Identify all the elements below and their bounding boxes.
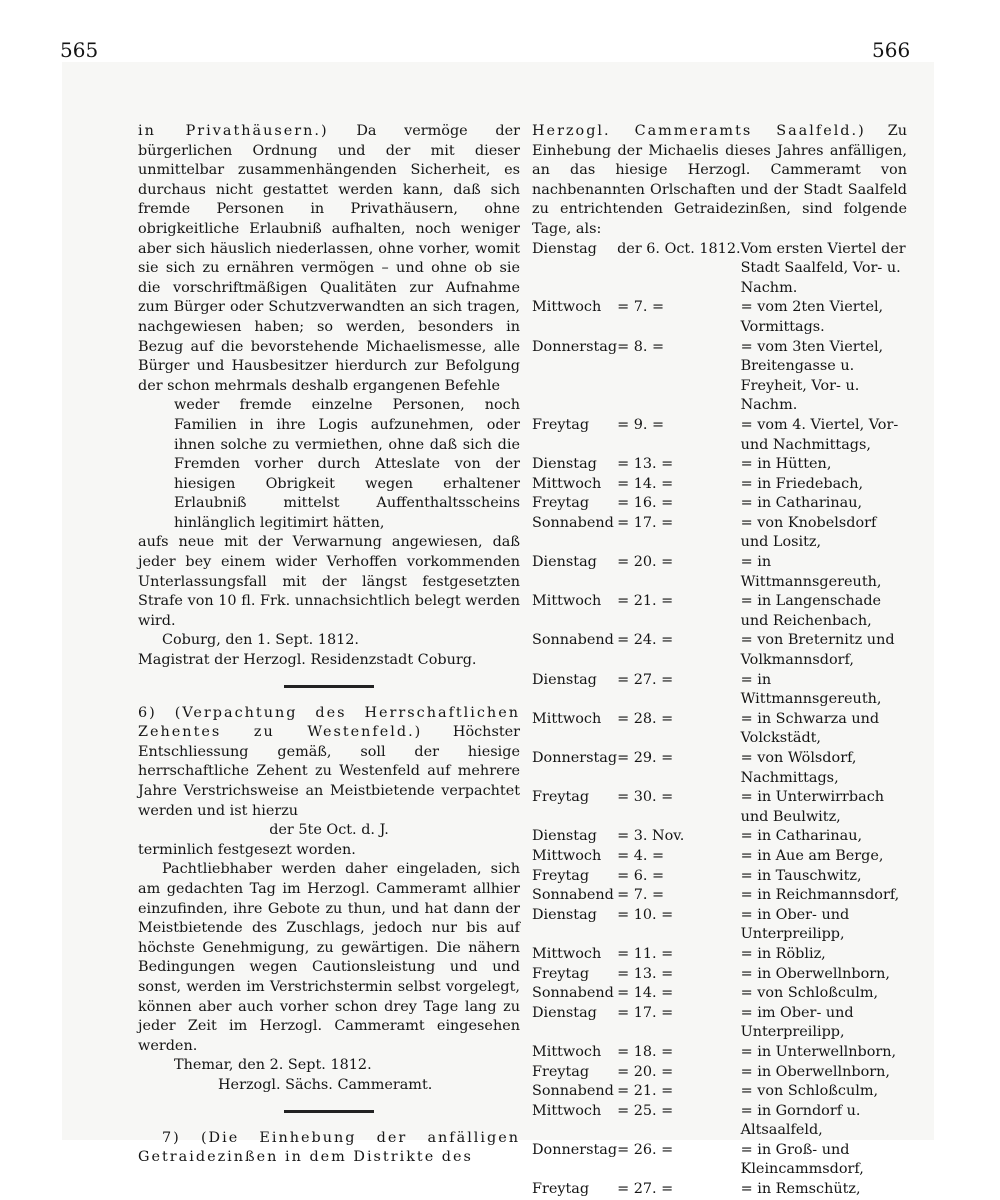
schedule-day: Mittwoch xyxy=(532,945,602,962)
schedule-row xyxy=(532,455,907,475)
schedule-date: der 6. Oct. 1812. xyxy=(617,240,741,257)
schedule-place: = in Unterwellnborn, xyxy=(740,1043,897,1060)
schedule-row xyxy=(532,240,907,299)
section-7-intro-lead: Herzogl. Cammeramts Saalfeld.) xyxy=(532,123,866,139)
schedule-row xyxy=(532,984,907,1004)
schedule-place: = in Schwarza und Volckstädt, xyxy=(740,710,880,747)
schedule-date: = 26. = xyxy=(617,1141,674,1158)
schedule-date: = 27. = xyxy=(617,671,674,688)
section-6-text2: terminlich festgesezt worden. xyxy=(138,841,356,858)
schedule-place: = vom 2ten Viertel, Vormittags. xyxy=(740,299,884,335)
schedule-date: = 7. = xyxy=(617,299,665,316)
schedule-place: = in Catharinau, xyxy=(740,828,863,845)
schedule-day: Freytag xyxy=(532,1181,590,1198)
schedule-date: = 16. = xyxy=(617,495,674,512)
schedule-row xyxy=(532,1004,907,1043)
schedule-day: Donnerstag xyxy=(532,1141,618,1158)
schedule-place: = vom 4. Viertel, Vor- und Nachmittags, xyxy=(740,416,899,453)
section-separator xyxy=(284,685,374,688)
schedule-place: = von Wölsdorf, Nachmittags, xyxy=(740,750,857,786)
schedule-place: = in Catharinau, xyxy=(740,495,863,512)
schedule-day: Sonnabend xyxy=(532,887,614,904)
schedule-place: = in Gorndorf u. Altsaalfeld, xyxy=(740,1102,861,1139)
schedule-date: = 24. = xyxy=(617,632,674,649)
schedule-place: = von Schloßculm, xyxy=(740,1083,879,1100)
schedule-date: = 25. = xyxy=(617,1102,674,1119)
schedule-day: Mittwoch xyxy=(532,710,602,727)
schedule-row xyxy=(532,494,907,514)
schedule-row xyxy=(532,1141,907,1180)
schedule-day: Mittwoch xyxy=(532,1043,602,1060)
paragraph-lodging-block: weder fremde einzelne Personen, noch Familien in ihre Logis aufzunehmen, oder ihnen solche zu vermiethen, ohne daß sich die Fremden vorher durch Atteslate von der hiesigen Obrigkeit wegen erhaltener Erlaubniß mittelst Auffenthaltsscheins hinlänglich legitimirt hätten, xyxy=(174,397,520,531)
schedule-place: = in Friedebach, xyxy=(740,475,864,492)
schedule-row xyxy=(532,906,907,945)
schedule-day: Freytag xyxy=(532,416,590,433)
schedule-date: = 6. = xyxy=(617,867,665,884)
schedule-row xyxy=(532,1082,907,1102)
schedule-day: Sonnabend xyxy=(532,1083,614,1100)
right-column xyxy=(532,122,907,1200)
schedule-date: = 30. = xyxy=(617,789,674,806)
section-6-heading: 6) (Verpachtung des Herrschaftlichen Zehentes zu Westenfeld.) xyxy=(138,704,520,741)
schedule-day: Mittwoch xyxy=(532,593,602,610)
schedule-place: = in Oberwellnborn, xyxy=(740,1063,890,1080)
dateline-themar: Themar, den 2. Sept. 1812. xyxy=(174,1057,372,1074)
schedule-row xyxy=(532,338,907,416)
section-7-intro xyxy=(532,122,907,240)
schedule-row xyxy=(532,416,907,455)
schedule-date: = 27. = xyxy=(617,1181,674,1198)
schedule-date: = 21. = xyxy=(617,1083,674,1100)
schedule-row xyxy=(532,1180,907,1200)
schedule-row xyxy=(532,847,907,867)
schedule-day: Dienstag xyxy=(532,1004,597,1021)
schedule-place: = in Langenschade und Reichenbach, xyxy=(740,593,882,629)
schedule-day: Dienstag xyxy=(532,828,597,845)
schedule-place: = im Ober- und Unterpreilipp, xyxy=(740,1004,854,1041)
schedule-day: Donnerstag xyxy=(532,750,618,766)
schedule-day: Freytag xyxy=(532,1063,590,1080)
schedule-place: = vom 3ten Viertel, Breitengasse u. Freyheit, Vor- u. Nachm. xyxy=(740,338,884,414)
section-6-text: Höchster Entschliessung gemäß, soll der hiesige herrschaftliche Zehent zu Westenfeld auf mehrere Jahre Verstrichsweise an Meistbietende verpachtet werden und ist hierzu xyxy=(138,724,521,819)
schedule-place: = in Aue am Berge, xyxy=(740,847,884,864)
page-number-left: 565 xyxy=(60,38,99,62)
schedule-day: Donnerstag xyxy=(532,338,618,355)
schedule-place: = in Ober- und Unterpreilipp, xyxy=(740,906,850,943)
schedule-place: = von Breternitz und Volkmannsdorf, xyxy=(740,632,895,669)
section-6-term-date: der 5te Oct. d. J. xyxy=(269,822,389,839)
schedule-place: = in Unterwirrbach und Beulwitz, xyxy=(740,789,885,825)
schedule-place: = in Groß- und Kleincammsdorf, xyxy=(740,1141,864,1178)
schedule-place: = in Reichmannsdorf, xyxy=(740,887,900,904)
schedule-row xyxy=(532,1043,907,1063)
schedule-place: = von Schloßculm, xyxy=(740,985,879,1002)
schedule-date: = 7. = xyxy=(617,887,665,904)
schedule-row xyxy=(532,827,907,847)
dateline-coburg: Coburg, den 1. Sept. 1812. xyxy=(162,632,359,649)
schedule-row xyxy=(532,788,907,827)
schedule-date: = 13. = xyxy=(617,965,674,982)
schedule-row xyxy=(532,514,907,553)
schedule-date: = 13. = xyxy=(617,456,674,473)
section-7-heading: 7) (Die Einhebung der anfälligen Getraidezinßen in dem Distrikte des xyxy=(138,1129,520,1166)
schedule-row xyxy=(532,1102,907,1141)
schedule-date: = 18. = xyxy=(617,1043,674,1060)
schedule-row xyxy=(532,965,907,985)
schedule-place: = in Remschütz, xyxy=(740,1181,861,1198)
schedule-day: Freytag xyxy=(532,965,590,982)
schedule-day: Dienstag xyxy=(532,456,597,473)
schedule-date: = 17. = xyxy=(617,514,674,531)
page-number-right: 566 xyxy=(872,38,911,62)
schedule-date: = 10. = xyxy=(617,906,674,923)
schedule-day: Dienstag xyxy=(532,554,597,571)
section-6-text3: Pachtliebhaber werden daher eingeladen, sich am gedachten Tag im Herzogl. Cammeramt allhier einzufinden, ihre Gebote zu thun, und hat dann der Meistbietende des Zuschlags, jedoch nur bis auf höchste Genehmigung, zu gewärtigen. Die nähern Bedingungen wegen Cautionsleistung und und sonst, werden im Verstrichstermin selbst vorgelegt, können aber auch vorher schon drey Tage lang zu jeder Zeit im Herzogl. Cammeramt eingesehen werden. xyxy=(138,861,520,1054)
schedule-row xyxy=(532,631,907,670)
schedule-date: = 11. = xyxy=(617,945,674,962)
schedule-day: Freytag xyxy=(532,867,590,884)
signature-magistrat: Magistrat der Herzogl. Residenzstadt Coburg. xyxy=(138,652,477,669)
schedule-place: = in Wittmannsgereuth, xyxy=(740,554,882,590)
schedule-date: = 14. = xyxy=(617,985,674,1002)
schedule-day: Dienstag xyxy=(532,906,597,923)
section-7-intro-text: Zu Einhebung der Michaelis dieses Jahres anfälligen, an das hiesige Herzogl. Cammeramt von nachbenannten Orlschaften und der Stadt Saalfeld zu entrichtenden Getraidezinßen, sind folgende Tage, als: xyxy=(532,123,907,237)
schedule-day: Mittwoch xyxy=(532,847,602,864)
paragraph-lodging-end: aufs neue mit der Verwarnung angewiesen, daß jeder bey einem wider Verhoffen vorkommenden Unterlassungsfall mit der längst festgesetzten Strafe von 10 fl. Frk. unnachsichtlich belegt werden wird. xyxy=(138,534,520,629)
schedule-row xyxy=(532,867,907,887)
schedule-date: = 4. = xyxy=(617,847,665,864)
schedule-date: = 8. = xyxy=(617,338,665,355)
schedule-day: Mittwoch xyxy=(532,1102,602,1119)
schedule-place: = von Knobelsdorf und Lositz, xyxy=(740,514,877,551)
collection-schedule xyxy=(532,240,907,1200)
left-column xyxy=(138,122,520,1168)
section-6 xyxy=(138,704,520,822)
schedule-date: = 14. = xyxy=(617,475,674,492)
schedule-date: = 9. = xyxy=(617,416,665,433)
schedule-day: Dienstag xyxy=(532,671,597,688)
schedule-date: = 20. = xyxy=(617,1063,674,1080)
schedule-date: = 29. = xyxy=(617,750,674,766)
schedule-day: Sonnabend xyxy=(532,985,614,1002)
schedule-day: Freytag xyxy=(532,789,590,806)
schedule-date: = 28. = xyxy=(617,710,674,727)
schedule-row xyxy=(532,710,907,749)
schedule-place: = in Röbliz, xyxy=(740,945,826,962)
schedule-row xyxy=(532,945,907,965)
schedule-date: = 21. = xyxy=(617,593,674,610)
schedule-day: Sonnabend xyxy=(532,632,614,649)
schedule-row xyxy=(532,475,907,495)
schedule-date: = 17. = xyxy=(617,1004,674,1021)
schedule-day: Sonnabend xyxy=(532,514,614,531)
schedule-row xyxy=(532,592,907,631)
schedule-place: = in Tauschwitz, xyxy=(740,867,862,884)
schedule-place: = in Oberwellnborn, xyxy=(740,965,890,982)
schedule-place: Vom ersten Viertel der Stadt Saalfeld, Vor- u. Nachm. xyxy=(740,240,906,296)
schedule-date: = 3. Nov. xyxy=(617,828,685,845)
signature-cammeramt: Herzogl. Sächs. Cammeramt. xyxy=(218,1076,433,1093)
schedule-row xyxy=(532,1063,907,1083)
schedule-place: = in Wittmannsgereuth, xyxy=(740,671,882,708)
paragraph-lodging xyxy=(138,122,520,396)
schedule-row xyxy=(532,553,907,592)
schedule-row xyxy=(532,886,907,906)
schedule-row xyxy=(532,749,907,788)
schedule-day: Mittwoch xyxy=(532,475,602,492)
schedule-row xyxy=(532,298,907,337)
schedule-row xyxy=(532,671,907,710)
schedule-day: Freytag xyxy=(532,495,590,512)
schedule-day: Mittwoch xyxy=(532,299,602,316)
section-separator xyxy=(284,1110,374,1113)
schedule-date: = 20. = xyxy=(617,554,674,571)
schedule-place: = in Hütten, xyxy=(740,456,832,473)
paragraph-lodging-lead: in Privathäusern.) xyxy=(138,123,329,139)
schedule-day: Dienstag xyxy=(532,240,597,257)
paragraph-lodging-text: Da vermöge der bürgerlichen Ordnung und der mit dieser unmittelbar zusammenhängenden Sicherheit, es durchaus nicht gestattet werden kann, daß sich fremde Personen in Privathäusern, ohne obrigkeitliche Erlaubniß aufhalten, noch weniger aber sich häuslich niederlassen, ohne vorher, womit sie sich zu ernähren vermögen – und ohne ob sie die vorschriftmäßigen Qualitäten zur Aufnahme zum Bürger oder Schutzverwandten an sich tragen, nachgewiesen haben; so werden, besonders in Bezug auf die bevorstehende Michaelismesse, alle Bürger und Hausbesitzer hierdurch zur Befolgung der schon mehrmals deshalb ergangenen Befehle xyxy=(138,123,521,394)
